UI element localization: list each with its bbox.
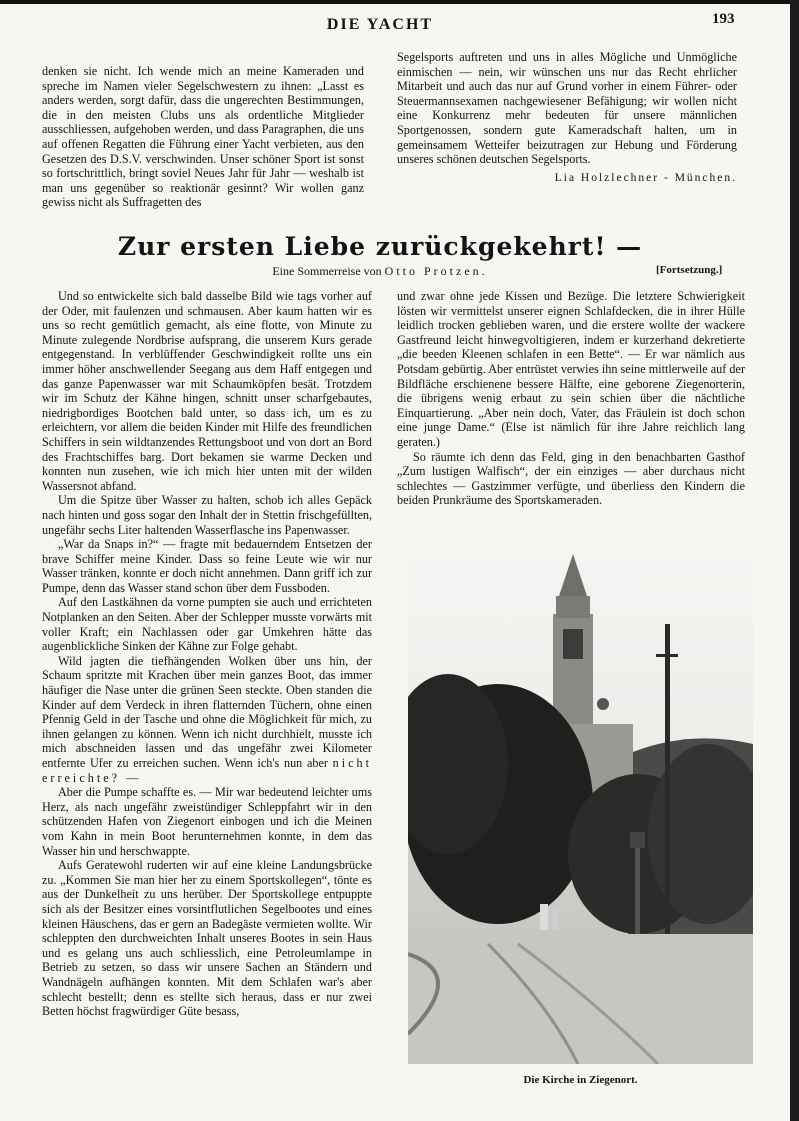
subtitle-prefix: Eine Sommerreise von <box>272 264 382 278</box>
article-right-column <box>397 289 745 508</box>
clock-icon <box>597 698 609 710</box>
paragraph: Segelsports auftreten und uns in alles Mögliche und Unmögliche einmischen — nein, wir wünschen uns nur das Recht ehrlicher Mitarbeit und auch das nur auf Grund vorher in einem Führer- oder Steuermannsexamen nachgewiesener Befähigung; wir wollen nicht eine Konkurrenz mehr bedeuten für unsere männlichen Sportgenossen, sondern gute Kameradschaft halten, um in gemeinsamem Wetteifer beizutragen zur Hebung und Förderung unseres schönen deutschen Segelsports. <box>397 50 737 167</box>
running-head: DIE YACHT <box>326 16 434 33</box>
photo-caption: Die Kirche in Ziegenort. <box>523 1074 638 1086</box>
page-number: 193 <box>712 11 735 27</box>
continued-label: [Fortsetzung.] <box>656 264 723 276</box>
author-signature: Lia Holzlechner - München. <box>554 171 737 184</box>
belfry <box>556 596 590 618</box>
paragraph: Um die Spitze über Wasser zu halten, schob ich alles Gepäck nach hinten und goss sogar den Inhalt der in Stettin frischgefüllten, ungefähr sechs Liter haltenden Wasserflasche ins Papenwasser. <box>42 493 372 537</box>
top-left-column <box>42 64 364 210</box>
church-illustration <box>408 554 753 1064</box>
article-subtitle <box>0 264 760 279</box>
top-right-column <box>397 50 737 185</box>
paragraph: Aber die Pumpe schaffte es. — Mir war bedeutend leichter ums Herz, als nach ungefähr zweistündiger Schleppfahrt wir in den schützenden Hafen von Ziegenort einbogen und ich die Meinen vom Kahn in mein Boot herunternehmen konnte, in dem das Wasser hin und herschwappte. <box>42 785 372 858</box>
article-left-column <box>42 289 372 1019</box>
paragraph: Und so entwickelte sich bald dasselbe Bild wie tags vorher auf der Oder, mit faulenzen und schmausen. Aber kaum hatten wir es uns so recht gemütlich gemacht, als eine flotte, von Minute zu Minute zulegende Nordbrise aufsprang, die unserem Kurs gerade entgegenstand. In verblüffender Geschwindigkeit rollte uns ein immer höher anschwellender Seegang aus dem Haff entgegen und das ganze Papenwasser war mit Schaumköpfen besät. Trotzdem wir im Schutz der Kähne hingen, schnitt unser scharfgebautes, niedrigbordiges Bootchen bald unter, so dass ich, um es zu erleichtern, vor allem die beiden Kinder mit Hilfe des freundlichen Schiffers in sein wildtanzendes Rettungsboot und von dort an Bord des Frachtschiffes barg. Dort bekamen sie warme Decken und konnten nun zusehen, wie ich mich hier unten mit der wilden Wassersnot abfand. <box>42 289 372 493</box>
scan-edge <box>790 0 799 1121</box>
lamp <box>630 832 645 848</box>
spaced-emphasis: nicht erreichte? — <box>42 756 372 785</box>
pole-crossbar <box>656 654 678 657</box>
road <box>408 934 753 1064</box>
paragraph: Auf den Lastkähnen da vorne pumpten sie auch und errichteten Notplanken an den Seiten. Aber der Schlepper musste vorwärts mit voller Kraft; ein Nachlassen oder gar Umkehren hätte das augenblickliche Sinken der Kähne zur Folge gehabt. <box>42 595 372 654</box>
telegraph-pole <box>665 624 670 954</box>
church-photo <box>408 554 753 1064</box>
article-title: Zur ersten Liebe zurückgekehrt! — <box>117 232 643 261</box>
paragraph: und zwar ohne jede Kissen und Bezüge. Die letztere Schwierigkeit lösten wir vermittelst unserer eignen Schlafdecken, die in ihrer Hülle leidlich trocken geblieben waren, und die erstere wollte der wackere Gastfreund leicht hinwegvoltigieren, indem er kurzerhand dekretierte „die beeden Kleenen schlafen in een Bette“. — Er war nämlich aus Potsdam gebürtig. Aber entrüstet verwies ihn seine mittlerweile auf der Bildfläche erschienene bessere Hälfte, eine geborene Ziegenorterin, die übrigens wenig erbaut zu sein schien über die nächtliche Einquartierung. „Aber nein doch, Vater, das Fräulein ist doch schon eine junge Dame.“ (Else ist nämlich für ihre Jahre reichlich lang geraten.) <box>397 289 745 449</box>
top-rule <box>0 0 799 4</box>
paragraph: Aufs Geratewohl ruderten wir auf eine kleine Landungsbrücke zu. „Kommen Sie man hier her zu einem Sportskollegen“, tönte es aus der Dunkelheit zu uns herüber. Der Sportskollege entpuppte sich als der Besitzer eines vorsintflutlichen Segelbootes und eines kleinen Häuschens, das er gern an Badegäste vermieten wollte. Wir schleppten den durchweichten Inhalt unseres Bootes in sein Haus und es gelang uns auch schliesslich, eine Petroleumlampe in Betrieb zu setzen, so dass wir unsere Sachen an Ständern und Wandnägeln aufhängen konnten. Mit dem Schlafen war's aber schlecht bestellt; denn es stellte sich heraus, dass er nur zwei Betten höchst fragwürdiger Güte besass, <box>42 858 372 1019</box>
spire <box>558 554 588 599</box>
paragraph <box>42 654 372 785</box>
tower-window <box>563 629 583 659</box>
article-author: Otto Protzen. <box>384 264 488 278</box>
person-figure <box>540 904 548 930</box>
paragraph: denken sie nicht. Ich wende mich an meine Kameraden und spreche im Namen vieler Segelschwestern zu ihnen: „Lasst es anders werden, sorgt dafür, dass die ungerechten Bestimmungen, die in den meisten Clubs uns als ordentliche Mitglieder ausschliessen, aufgehoben werden, und dass Paragraphen, die uns auf offenen Regatten die Führung einer Yacht verbieten, aus den Gesetzen des D.S.V. verschwinden. Unser schöner Sport ist sonst so fortschrittlich, bringt soviel Neues Jahr für Jahr — weshalb ist man uns gegenüber so reaktionär gesinnt? Wir wollen ganz gewiss nicht als Suffragetten des <box>42 64 364 210</box>
paragraph: So räumte ich denn das Feld, ging in den benachbarten Gasthof „Zum lustigen Walfisch“, der ein einziges — aber durchaus nicht schlechtes — Gastzimmer verfügte, und überliess den Kindern die beiden Prunkräume des Sportskameraden. <box>397 449 745 508</box>
paragraph: „War da Snaps in?“ — fragte mit bedauerndem Entsetzen der brave Schiffer meine Kinder. Dass so feine Leute wie wir nur Wasser tränken, konnte er doch nicht annehmen. Dann griff ich zur Pumpe, denn das Wasser stand schon über dem Fussboden. <box>42 537 372 595</box>
person-figure <box>552 908 559 930</box>
paragraph-text: Wild jagten die tiefhängenden Wolken über uns hin, der Schaum spritzte mit Krachen über mein ganzes Boot, das immer häufiger die Nase unter die grünen Seen steckte. Oben standen die Kinder auf dem Verdeck in ihren flatternden Tüchern, ohne einen Pfennig Geld in der Tasche und ohne die Möglichkeit für mich, zu ihnen gelangen zu können. Wenn ich nicht durchhielt, musste ich mich abschneiden lassen und das ungefähr zwei Kilometer entfernte Ufer zu erreichen suchen. Wenn ich's nun aber <box>42 653 372 770</box>
